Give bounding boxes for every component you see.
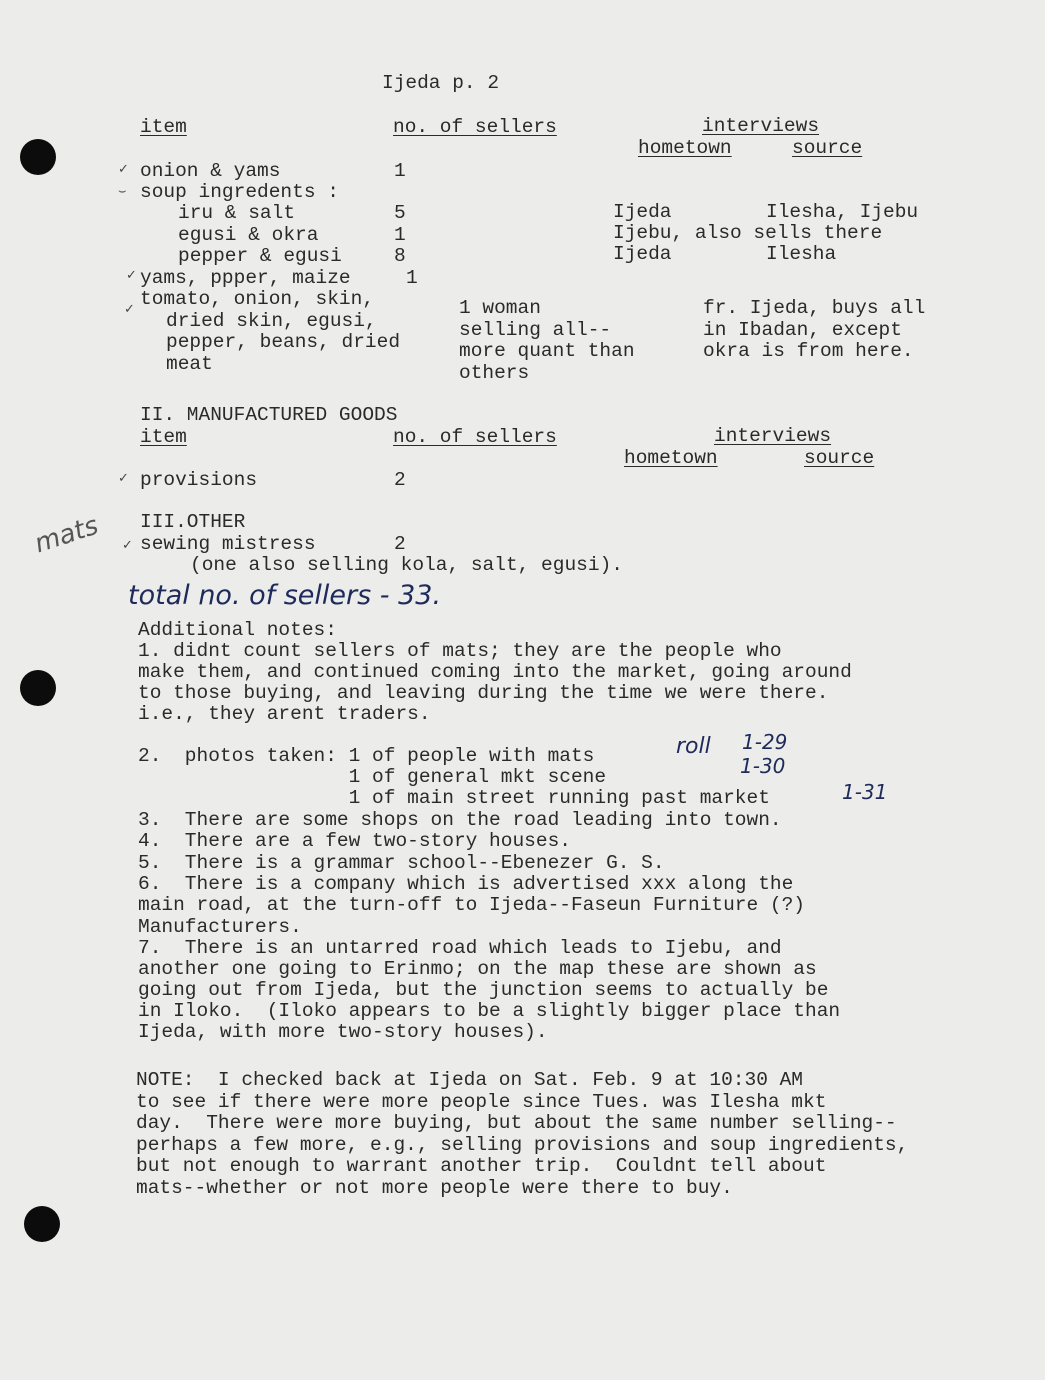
final-note-line: to see if there were more people since Tues. was Ilesha mkt — [136, 1091, 827, 1113]
row-count-line: selling all-- — [459, 319, 612, 341]
note-line: main road, at the turn-off to Ijeda--Faseun Furniture (?) — [138, 894, 806, 916]
final-note-line: NOTE: I checked back at Ijeda on Sat. Feb. 9 at 10:30 AM — [136, 1069, 804, 1091]
row-source-line: fr. Ijeda, buys all — [703, 297, 926, 319]
row-count: 1 — [406, 267, 418, 289]
note-line: 7. There is an untarred road which leads to Ijebu, and — [138, 937, 782, 959]
check-mark-icon: ⌣ — [118, 184, 127, 199]
col-header-interviews: interviews — [702, 115, 820, 137]
row-item: provisions — [140, 469, 258, 491]
note-line: 4. There are a few two-story houses. — [138, 830, 571, 852]
row-item: egusi & okra — [178, 224, 319, 246]
col-header-item: item — [140, 426, 187, 448]
note-line: 1 of general mkt scene — [138, 766, 607, 788]
row-count-line: 1 woman — [459, 297, 541, 319]
note-line: to those buying, and leaving during the time we were there. — [138, 682, 829, 704]
col-header-interviews: interviews — [714, 425, 832, 447]
col-header-source: source — [804, 447, 875, 469]
note-line: Ijeda, with more two-story houses). — [138, 1021, 548, 1043]
section-title-other: III.OTHER — [140, 511, 246, 533]
note-line: in Iloko. (Iloko appears to be a slightly bigger place than — [138, 1000, 841, 1022]
handwritten-margin-note: mats — [30, 510, 103, 560]
row-item: onion & yams — [140, 160, 281, 182]
handwritten-roll: roll — [676, 734, 711, 759]
binder-hole-middle — [20, 670, 56, 706]
row-source: Ilesha — [766, 243, 837, 265]
note-line: 1 of main street running past market — [138, 787, 770, 809]
check-mark-icon: ✓ — [122, 538, 133, 553]
note-line: 5. There is a grammar school--Ebenezer G. S. — [138, 852, 665, 874]
row-item: pepper & egusi — [178, 245, 342, 267]
col-header-item: item — [140, 116, 187, 138]
check-mark-icon: ✓ — [126, 268, 137, 283]
row-hometown: Ijeda — [613, 201, 672, 223]
row-count: 2 — [394, 533, 406, 555]
note-line: i.e., they arent traders. — [138, 703, 431, 725]
handwritten-photo-number: 1-30 — [740, 754, 786, 778]
row-count: 5 — [394, 202, 406, 224]
row-count: 1 — [394, 160, 406, 182]
handwritten-total: total no. of sellers - 33. — [128, 580, 442, 611]
row-item-line: dried skin, egusi, — [166, 310, 377, 332]
col-header-hometown: hometown — [638, 137, 732, 159]
row-item-line: pepper, beans, dried — [166, 331, 401, 353]
section-note: (one also selling kola, salt, egusi). — [190, 554, 623, 576]
final-note-line: but not enough to warrant another trip. Couldnt tell about — [136, 1155, 827, 1177]
row-count-line: others — [459, 362, 530, 384]
col-header-sellers: no. of sellers — [393, 426, 557, 448]
row-count: 1 — [394, 224, 406, 246]
note-line: 1. didnt count sellers of mats; they are the people who — [138, 640, 782, 662]
final-note-line: day. There were more buying, but about the same number selling-- — [136, 1112, 897, 1134]
col-header-sellers: no. of sellers — [393, 116, 557, 138]
row-item-line: meat — [166, 353, 213, 375]
row-item-line: tomato, onion, skin, — [140, 288, 375, 310]
handwritten-photo-number: 1-31 — [842, 780, 888, 804]
row-item: iru & salt — [178, 202, 296, 224]
col-header-source: source — [792, 137, 863, 159]
row-item: sewing mistress — [140, 533, 316, 555]
check-mark-icon: ✓ — [124, 302, 135, 317]
col-header-hometown: hometown — [624, 447, 718, 469]
note-line: 6. There is a company which is advertised xxx along the — [138, 873, 794, 895]
check-mark-icon: ✓ — [118, 162, 129, 177]
notes-heading: Additional notes: — [138, 619, 337, 641]
row-source-line: in Ibadan, except — [703, 319, 902, 341]
row-count-line: more quant than — [459, 340, 635, 362]
section-title-manufactured: II. MANUFACTURED GOODS — [140, 404, 398, 426]
row-count: 2 — [394, 469, 406, 491]
row-item: soup ingredents : — [140, 181, 339, 203]
row-source-line: okra is from here. — [703, 340, 914, 362]
row-item: yams, ppper, maize — [140, 267, 351, 289]
note-line: another one going to Erinmo; on the map these are shown as — [138, 958, 817, 980]
check-mark-icon: ✓ — [118, 471, 129, 486]
handwritten-photo-number: 1-29 — [742, 730, 788, 754]
row-hometown: Ijebu, also sells there — [613, 222, 883, 244]
note-line: make them, and continued coming into the market, going around — [138, 661, 852, 683]
page-title: Ijeda p. 2 — [382, 72, 500, 94]
final-note-line: mats--whether or not more people were there to buy. — [136, 1177, 733, 1199]
binder-hole-bottom — [24, 1206, 60, 1242]
note-line: 3. There are some shops on the road leading into town. — [138, 809, 782, 831]
binder-hole-top — [20, 139, 56, 175]
row-count: 8 — [394, 245, 406, 267]
row-hometown: Ijeda — [613, 243, 672, 265]
row-source: Ilesha, Ijebu — [766, 201, 919, 223]
note-line: Manufacturers. — [138, 916, 302, 938]
note-line: going out from Ijeda, but the junction seems to actually be — [138, 979, 829, 1001]
note-line: 2. photos taken: 1 of people with mats — [138, 745, 595, 767]
final-note-line: perhaps a few more, e.g., selling provisions and soup ingredients, — [136, 1134, 909, 1156]
